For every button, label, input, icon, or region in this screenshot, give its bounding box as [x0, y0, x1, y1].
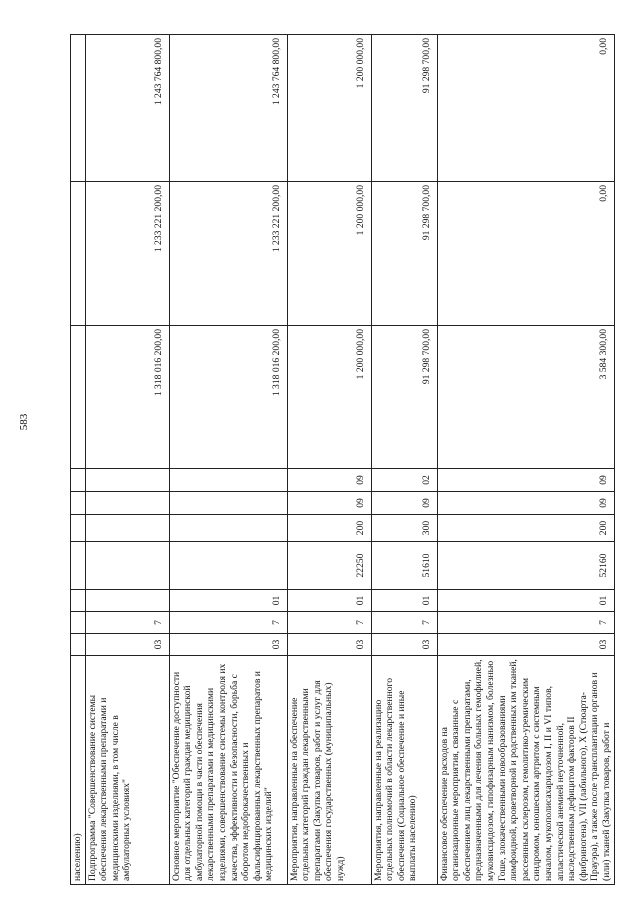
table-row — [371, 35, 437, 885]
budget-table — [70, 34, 615, 885]
code-cell: 51610 — [371, 542, 437, 590]
code-cell — [71, 612, 86, 634]
code-cell: 03 — [371, 634, 437, 656]
code-cell: 7 — [169, 612, 287, 634]
table-row — [287, 35, 371, 885]
amount-cell: 91 298 700,00 — [371, 326, 437, 469]
code-cell: 09 — [287, 469, 371, 492]
amount-cell — [71, 35, 86, 182]
code-cell — [71, 542, 86, 590]
code-cell: 02 — [371, 469, 437, 492]
amount-cell: 1 233 221 200,00 — [169, 182, 287, 326]
table-row — [85, 35, 169, 885]
amount-cell: 91 298 700,00 — [371, 182, 437, 326]
code-cell — [85, 590, 169, 612]
amount-cell: 0,00 — [437, 182, 614, 326]
code-cell — [71, 492, 86, 515]
code-cell — [169, 469, 287, 492]
code-cell: 09 — [371, 492, 437, 515]
code-cell — [169, 542, 287, 590]
amount-cell: 3 584 300,00 — [437, 326, 614, 469]
code-cell: 01 — [287, 590, 371, 612]
row-name: Мероприятия, направленные на обеспечение отдельных категорий граждан лекарственными препаратами (Закупка товаров, работ и услуг для обеспечения государственных (муниципальных) нужд) — [287, 656, 371, 885]
code-cell — [85, 469, 169, 492]
code-cell: 7 — [287, 612, 371, 634]
code-cell: 03 — [85, 634, 169, 656]
amount-cell: 1 243 764 800,00 — [169, 35, 287, 182]
amount-cell: 1 233 221 200,00 — [85, 182, 169, 326]
code-cell — [85, 492, 169, 515]
table-row — [71, 35, 86, 885]
code-cell — [85, 515, 169, 542]
code-cell: 7 — [85, 612, 169, 634]
code-cell — [169, 492, 287, 515]
page-number: 583 — [18, 413, 30, 431]
code-cell: 7 — [437, 612, 614, 634]
amount-cell: 1 318 016 200,00 — [169, 326, 287, 469]
code-cell: 09 — [287, 492, 371, 515]
code-cell: 200 — [287, 515, 371, 542]
code-cell: 03 — [169, 634, 287, 656]
amount-cell: 1 200 000,00 — [287, 35, 371, 182]
row-name: Основное мероприятие "Обеспечение доступности для отдельных категорий граждан медицинской амбулаторной помощи в части обеспечения лекарственными препаратами и медицинскими изделиями, совершенствование системы контроля их качества, эффективности и безопасности, борьба с оборотом недоброкачественных и фальсифицированных лекарственных препаратов и медицинских изделий" — [169, 656, 287, 885]
amount-cell: 1 318 016 200,00 — [85, 326, 169, 469]
code-cell — [71, 515, 86, 542]
code-cell — [85, 542, 169, 590]
amount-cell — [71, 182, 86, 326]
code-cell — [71, 469, 86, 492]
amount-cell: 91 298 700,00 — [371, 35, 437, 182]
amount-cell: 1 243 764 800,00 — [85, 35, 169, 182]
code-cell: 01 — [169, 590, 287, 612]
code-cell: 01 — [437, 590, 614, 612]
code-cell — [71, 590, 86, 612]
row-name: Финансовое обеспечение расходов на организационные мероприятия, связанные с обеспечением лиц лекарственными препаратами, предназначенными для лечения больных гемофилией, муковисцидозом, гипофизарным нанизмом, болезнью Гоше, злокачественными новообразованиями лимфоидной, кроветворной и родственных им тканей, рассеянным склерозом, гемолитико-уремическим синдромом, юношеским артритом с системным началом, мукополисахаридозом I, II и VI типов, апластической анемией неуточненной, наследственным дефицитом факторов II (фибриногена), VII (лабильного), X (Стюарта-Прауэра), а также после трансплантации органов и (или) тканей (Закупка товаров, работ и — [437, 656, 614, 885]
code-cell: 01 — [371, 590, 437, 612]
budget-table-rotated — [70, 35, 612, 885]
code-cell: 7 — [371, 612, 437, 634]
code-cell: 300 — [371, 515, 437, 542]
amount-cell — [71, 326, 86, 469]
code-cell: 09 — [437, 492, 614, 515]
code-cell: 52160 — [437, 542, 614, 590]
table-row — [437, 35, 614, 885]
table-row — [169, 35, 287, 885]
code-cell — [169, 515, 287, 542]
amount-cell: 0,00 — [437, 35, 614, 182]
code-cell: 22250 — [287, 542, 371, 590]
row-name: Мероприятия, направленные на реализацию отдельных полномочий в области лекарственного обеспечения (Социальное обеспечение и иные выплаты населению) — [371, 656, 437, 885]
code-cell: 200 — [437, 515, 614, 542]
code-cell — [71, 634, 86, 656]
amount-cell: 1 200 000,00 — [287, 182, 371, 326]
code-cell: 03 — [437, 634, 614, 656]
row-name: населению) — [71, 656, 86, 885]
code-cell: 09 — [437, 469, 614, 492]
code-cell: 03 — [287, 634, 371, 656]
amount-cell: 1 200 000,00 — [287, 326, 371, 469]
row-name: Подпрограмма "Совершенствование системы обеспечения лекарственными препаратами и медицинскими изделиями, в том числе в амбулаторных условиях" — [85, 656, 169, 885]
